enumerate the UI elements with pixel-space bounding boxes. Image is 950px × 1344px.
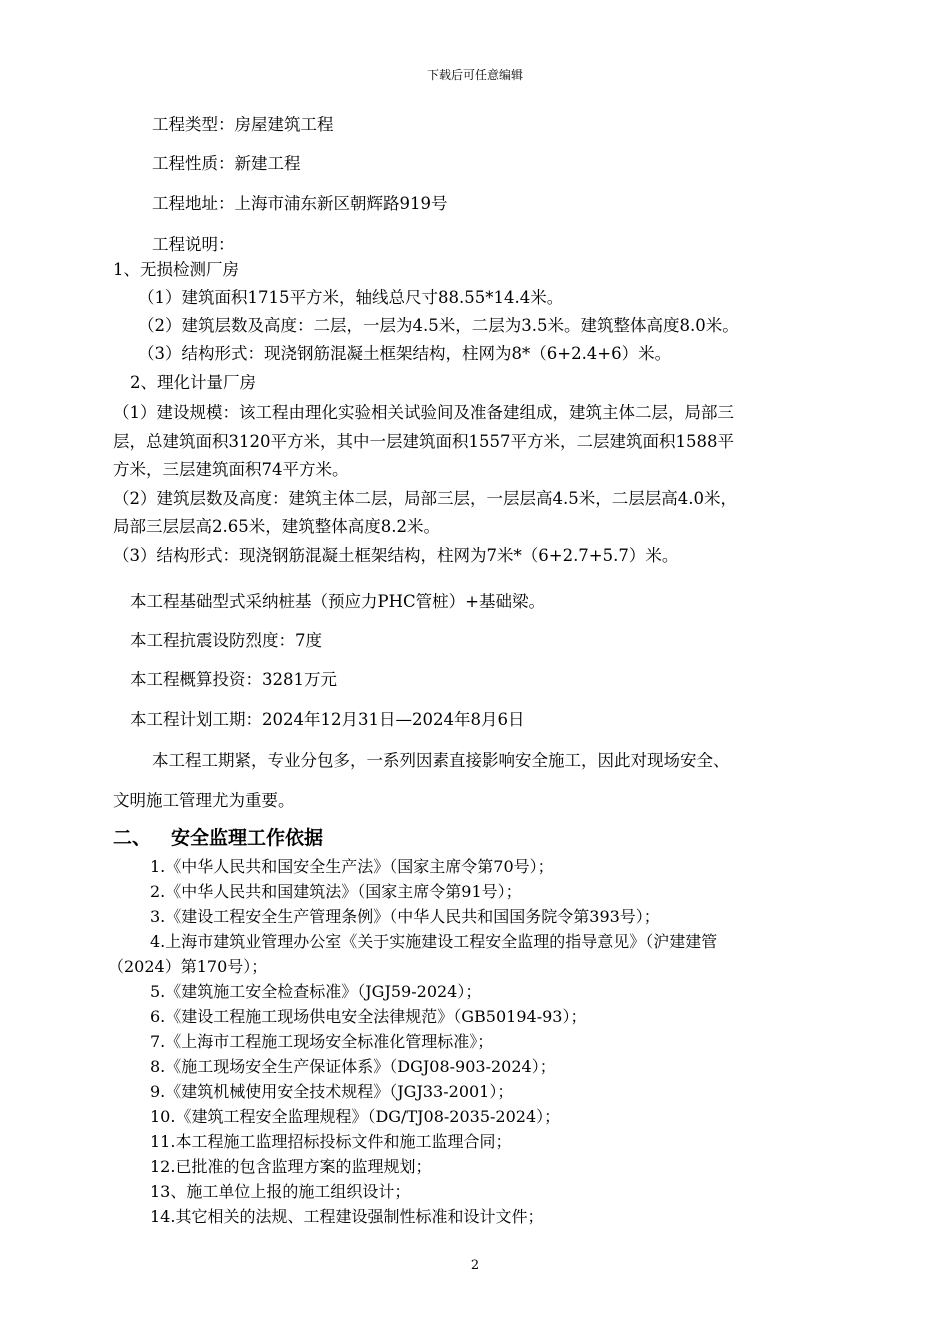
- general-investment: 本工程概算投资：3281万元: [130, 670, 337, 689]
- project-nature: 工程性质：新建工程: [152, 154, 301, 173]
- basis-item: （2024）第170号）；: [108, 957, 268, 976]
- section-title: 安全监理工作依据: [171, 827, 324, 849]
- basis-item: 9.《建筑机械使用安全技术规程》（JGJ33-2001）；: [150, 1082, 514, 1101]
- building1-item: （1）建筑面积1715平方米，轴线总尺寸88.55*14.4米。: [138, 288, 564, 307]
- building2-line: 层，总建筑面积3120平方米，其中一层建筑面积1557平方米，二层建筑面积1588平: [113, 432, 734, 451]
- building1-item: （2）建筑层数及高度：二层，一层为4.5米，二层为3.5米。建筑整体高度8.0米。: [138, 316, 739, 335]
- basis-item: 14.其它相关的法规、工程建设强制性标准和设计文件；: [150, 1207, 544, 1226]
- note-line: 本工程工期紧，专业分包多，一系列因素直接影响安全施工，因此对现场安全、: [152, 751, 730, 770]
- basis-item: 4.上海市建筑业管理办公室《关于实施建设工程安全监理的指导意见》（沪建建管: [150, 932, 718, 951]
- basis-item: 10.《建筑工程安全监理规程》（DG/TJ08-2035-2024）；: [150, 1107, 561, 1126]
- section-heading: [113, 825, 323, 851]
- project-desc-title: 工程说明：: [152, 235, 235, 254]
- building2-line: （1）建设规模：该工程由理化实验相关试验间及准备建组成，建筑主体二层，局部三: [113, 403, 734, 422]
- building2-title: 2、理化计量厂房: [130, 373, 256, 392]
- general-foundation: 本工程基础型式采纳桩基（预应力PHC管桩）+基础梁。: [130, 592, 545, 611]
- building2-line: 方米，三层建筑面积74平方米。: [113, 460, 349, 479]
- project-type: 工程类型：房屋建筑工程: [152, 115, 334, 134]
- general-schedule: 本工程计划工期：2024年12月31日—2024年8月6日: [130, 710, 525, 729]
- basis-item: 13、施工单位上报的施工组织设计；: [150, 1182, 411, 1201]
- general-seismic: 本工程抗震设防烈度：7度: [130, 631, 322, 650]
- building2-line: 局部三层层高2.65米，建筑整体高度8.2米。: [113, 517, 440, 536]
- section-number: 二、: [113, 827, 152, 849]
- basis-item: 8.《施工现场安全生产保证体系》（DGJ08-903-2024）；: [150, 1057, 556, 1076]
- basis-item: 3.《建设工程安全生产管理条例》（中华人民共和国国务院令第393号）；: [150, 907, 660, 926]
- building1-item: （3）结构形式：现浇钢筋混凝土框架结构，柱网为8*（6+2.4+6）米。: [138, 344, 672, 363]
- note-line: 文明施工管理尤为重要。: [113, 791, 295, 810]
- building2-line: （3）结构形式：现浇钢筋混凝土框架结构，柱网为7米*（6+2.7+5.7）米。: [113, 546, 679, 565]
- building1-title: 1、无损检测厂房: [113, 260, 239, 279]
- building2-line: （2）建筑层数及高度：建筑主体二层，局部三层，一层层高4.5米，二层层高4.0米，: [113, 489, 737, 508]
- basis-item: 6.《建设工程施工现场供电安全法律规范》（GB50194-93）；: [150, 1007, 587, 1026]
- project-address: 工程地址：上海市浦东新区朝辉路919号: [152, 194, 448, 213]
- basis-item: 7.《上海市工程施工现场安全标准化管理标准》；: [150, 1032, 494, 1051]
- basis-item: 5.《建筑施工安全检查标准》（JGJ59-2024）；: [150, 982, 482, 1001]
- page-header: 下载后可任意编辑: [426, 68, 523, 82]
- page-number: 2: [470, 1258, 480, 1273]
- basis-item: 2.《中华人民共和国建筑法》（国家主席令第91号）；: [150, 882, 522, 901]
- basis-item: 11.本工程施工监理招标投标文件和施工监理合同；: [150, 1132, 512, 1151]
- basis-item: 1.《中华人民共和国安全生产法》（国家主席令第70号）；: [150, 857, 554, 876]
- basis-item: 12.已批准的包含监理方案的监理规划；: [150, 1157, 432, 1176]
